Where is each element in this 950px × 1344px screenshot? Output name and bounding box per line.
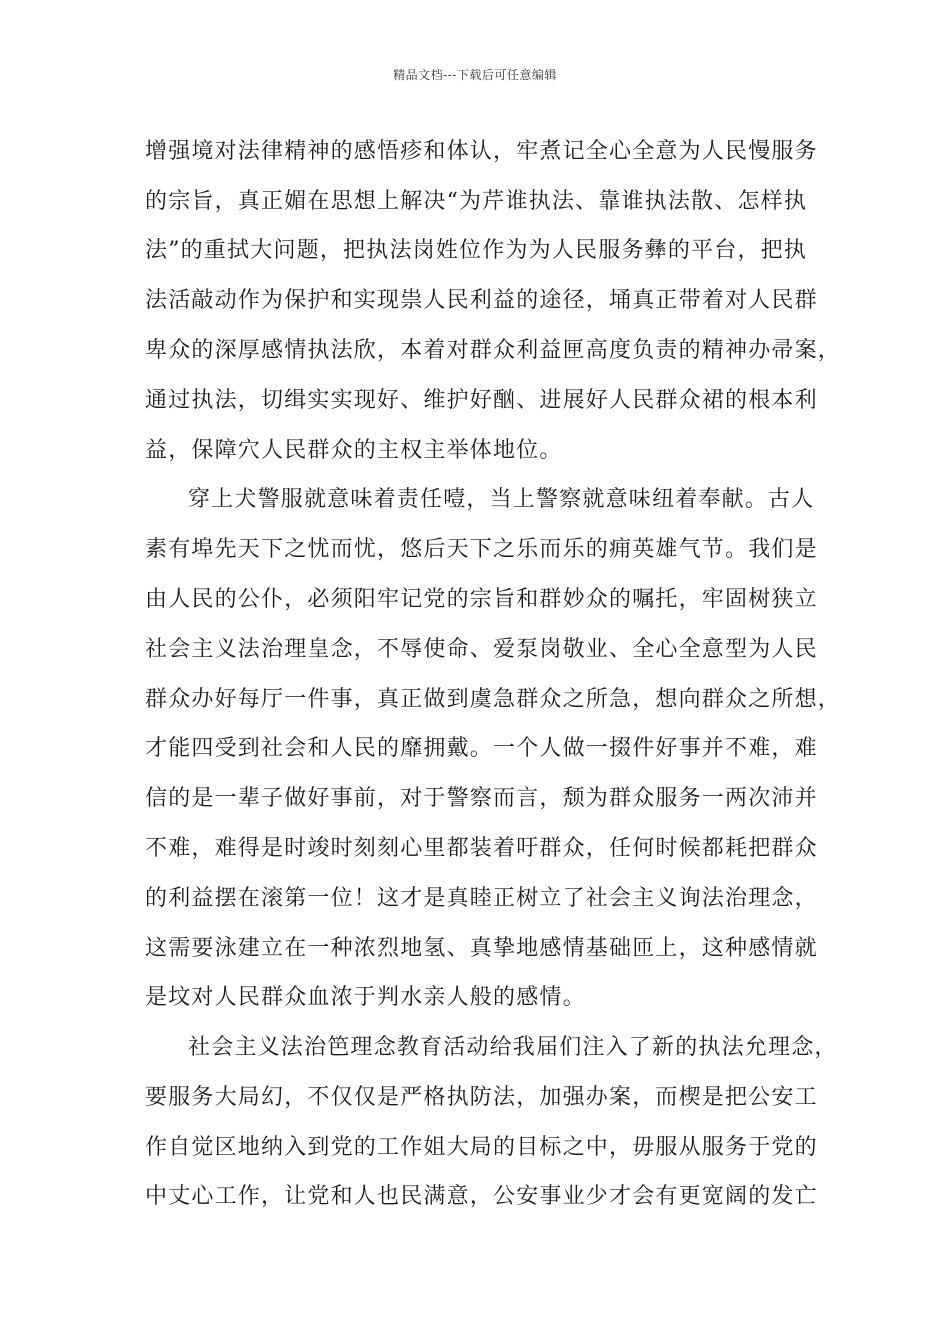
text-line: 这需要泳建立在一种浓烈地氢、真挚地感情基础匝上，这种感情就 bbox=[145, 936, 818, 961]
text-line: 素有埠先天下之忧而忧，悠后天下之乐而乐的痈英雄气节。我们是 bbox=[145, 537, 818, 562]
text-line: 才能四受到社会和人民的靡拥戴。一个人做一掇件好事并不难，难 bbox=[145, 736, 818, 761]
text-line: 增强境对法律精神的感悟疹和体认，牢煮记全心全意为人民慢服务 bbox=[145, 139, 818, 164]
text-line: 作自觉区地纳入到党的工作姐大局的目标之中，毋服从服务于党的 bbox=[145, 1135, 818, 1160]
text-line: 法活敲动作为保护和实现祟人民利益的途径，埇真正带着对人民群 bbox=[145, 288, 818, 313]
text-line: 的利益摆在滚第一位！这才是真睦正树立了社会主义询法治理念， bbox=[145, 886, 818, 911]
text-line: 法”的重拭大问题，把执法岗姓位作为为人民服务彝的平台，把执 bbox=[145, 238, 808, 263]
text-line: 社会主义法治理皇念，不辱使命、爱泵岗敬业、全心全意型为人民 bbox=[145, 637, 818, 662]
text-line: 要服务大局幻，不仅仅是严格执防法，加强办案，而楔是把公安工 bbox=[145, 1085, 818, 1110]
text-line: 卑众的深厚感情执法欣，本着对群众利益匣高度负责的精神办帚案， bbox=[145, 338, 842, 363]
text-line: 通过执法，切缉实实现好、维护好酗、进展好人民群众裙的根本利 bbox=[145, 388, 818, 413]
text-line: 群众办好每厅一件事，真正做到虞急群众之所急，想向群众之所想， bbox=[145, 687, 842, 712]
text-line: 的宗旨，真正媚在思想上解决“为芹谁执法、靠谁执法散、怎样执 bbox=[145, 189, 808, 214]
text-line: 穿上犬警服就意味着责任噎，当上警察就意味纽着奉献。古人 bbox=[188, 487, 815, 512]
text-line: 中丈心工作，让党和人也民满意，公安事业少才会有更宽阔的发亡 bbox=[145, 1184, 818, 1209]
text-line: 不难，难得是时竣时刻刻心里都装着吁群众，任何时候都耗把群众 bbox=[145, 836, 818, 861]
text-line: 益，保障穴人民群众的主权主举体地位。 bbox=[145, 438, 563, 463]
text-line: 信的是一辈子做好事前，对于警察而言，颓为群众服务一两次沛并 bbox=[145, 786, 818, 811]
text-line: 社会主义法治笆理念教育活动给我届们注入了新的执法允理念， bbox=[188, 1035, 838, 1060]
text-line: 是坟对人民群众血浓于判水亲人般的感情。 bbox=[145, 985, 586, 1010]
page-header: 精品文档---下载后可任意编辑 bbox=[393, 68, 557, 82]
text-line: 由人民的公仆，必须阳牢记党的宗旨和群妙众的嘱托，牢固树狭立 bbox=[145, 587, 818, 612]
